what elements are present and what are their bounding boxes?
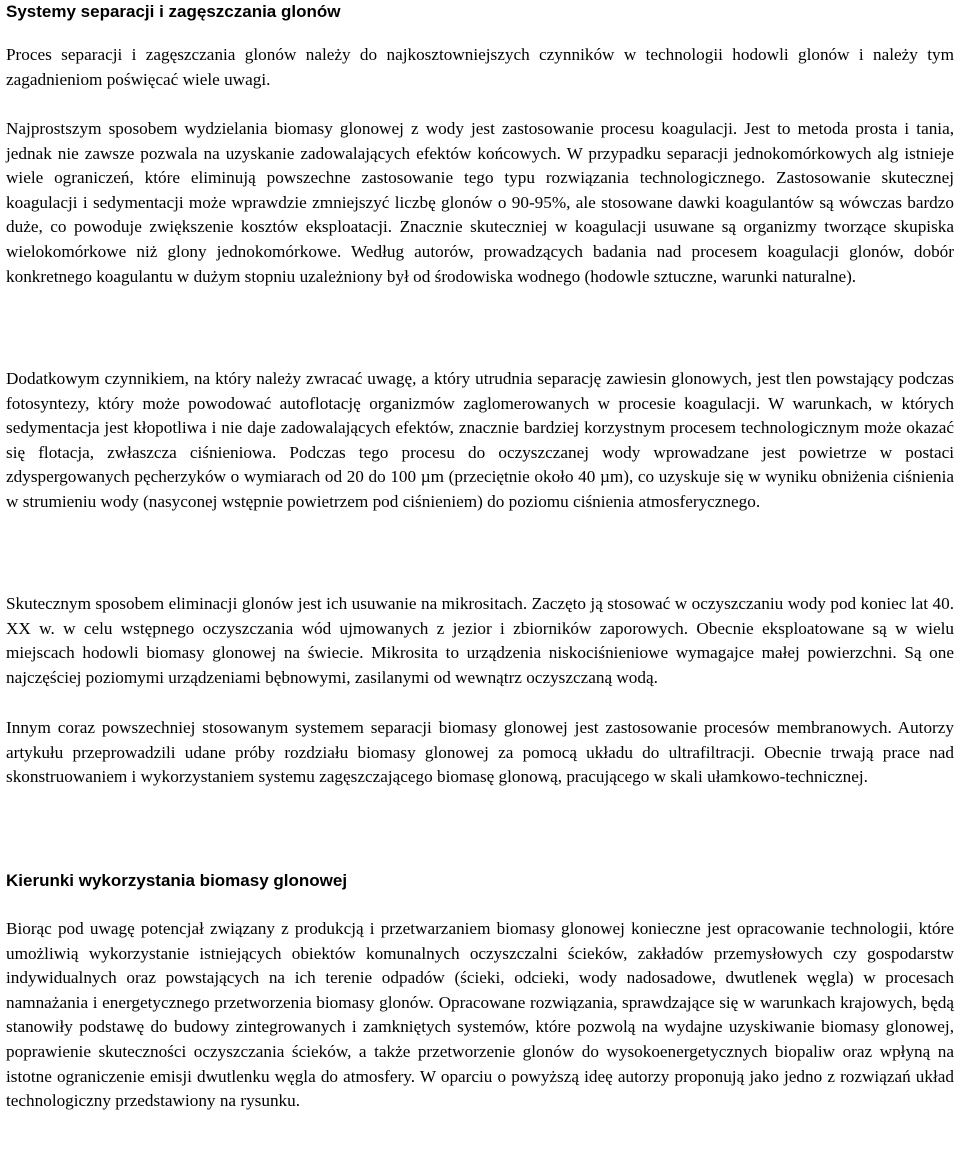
paragraph-membranes: Innym coraz powszechniej stosowanym systemem separacji biomasy glonowej jest zastosowanie procesów membranowych. Autorzy artykułu przeprowadzili udane próby rozdziału biomasy glonowej za pomocą układu do ultrafiltracji. Obecnie trwają prace nad skonstruowaniem i wykorzystaniem systemu zagęszczającego biomasę glonową, pracującego w skali ułamkowo-technicznej. <box>6 718 954 787</box>
section-heading-separation: Systemy separacji i zagęszczania glonów <box>6 2 341 21</box>
paragraph-coagulation: Najprostszym sposobem wydzielania biomasy glonowej z wody jest zastosowanie procesu koagulacji. Jest to metoda prosta i tania, jednak nie zawsze pozwala na uzyskanie zadowalających efektów końcowych. W przypadku separacji jednokomórkowych alg istnieje wiele ograniczeń, które eliminują powszechne zastosowanie tego typu rozwiązania technologicznego. Zastosowanie skutecznej koagulacji i sedymentacji może wprawdzie zmniejszyć liczbę glonów o 90-95%, ale stosowane dawki koagulantów są wówczas bardzo duże, co powoduje zwiększenie kosztów eksploatacji. Znacznie skuteczniej w koagulacji usuwane są organizmy tworzące skupiska wielokomórkowe niż glony jednokomórkowe. Według autorów, prowadzących badania nad procesem koagulacji glonów, dobór konkretnego koagulantu w dużym stopniu uzależniony był od środowiska wodnego (hodowle sztuczne, warunki naturalne). <box>6 119 954 286</box>
paragraph-intro: Proces separacji i zagęszczania glonów należy do najkosztowniejszych czynników w technologii hodowli glonów i należy tym zagadnieniom poświęcać wiele uwagi. <box>6 45 954 89</box>
paragraph-microsieves: Skutecznym sposobem eliminacji glonów jest ich usuwanie na mikrositach. Zaczęto ją stosować w oczyszczaniu wody pod koniec lat 40. XX w. w celu wstępnego oczyszczania wód ujmowanych z jezior i zbiorników zaporowych. Obecnie eksploatowane są w wielu miejscach hodowli biomasy glonowej na świecie. Mikrosita to urządzenia niskociśnieniowe wymagajce małej powierzchni. Są one najczęściej poziomymi urządzeniami bębnowymi, zasilanymi od wewnątrz oczyszczaną wodą. <box>6 594 954 687</box>
section-heading-biomass-use: Kierunki wykorzystania biomasy glonowej <box>6 871 348 890</box>
paragraph-biomass-directions: Biorąc pod uwagę potencjał związany z produkcją i przetwarzaniem biomasy glonowej konieczne jest opracowanie technologii, które umożliwią wykorzystanie istniejących obiektów komunalnych oczyszczalni ścieków, zakładów przemysłowych czy gospodarstw indywidualnych oraz powstających na ich terenie odpadów (ścieki, odcieki, wody nadosadowe, dwutlenek węgla) w procesach namnażania i energetycznego przetworzenia biomasy glonów. Opracowane rozwiązania, sprawdzające się w warunkach krajowych, będą stanowiły podstawę do budowy zintegrowanych i zamkniętych systemów, które pozwolą na wydajne uzyskiwanie biomasy glonowej, poprawienie skuteczności oczyszczania ścieków, a także przetworzenie glonów do wysokoenergetycznych biopaliw oraz wpłyną na istotne ograniczenie emisji dwutlenku węgla do atmosfery. W oparciu o powyższą ideę autorzy proponują jako jedno z rozwiązań układ technologiczny przedstawiony na rysunku. <box>6 919 954 1111</box>
paragraph-flotation: Dodatkowym czynnikiem, na który należy zwracać uwagę, a który utrudnia separację zawiesin glonowych, jest tlen powstający podczas fotosyntezy, który może powodować autoflotację organizmów zaglomerowanych w procesie koagulacji. W warunkach, w których sedymentacja jest kłopotliwa i nie daje zadowalających efektów, znacznie bardziej korzystnym procesem technologicznym może okazać się flotacja, zwłaszcza ciśnieniowa. Podczas tego procesu do oczyszczanej wody wprowadzane jest powietrze w postaci zdyspergowanych pęcherzyków o wymiarach od 20 do 100 µm (przeciętnie około 40 µm), co uzyskuje się w wyniku obniżenia ciśnienia w strumieniu wody (nasyconej wstępnie powietrzem pod ciśnieniem) do poziomu ciśnienia atmosferycznego. <box>6 369 954 511</box>
